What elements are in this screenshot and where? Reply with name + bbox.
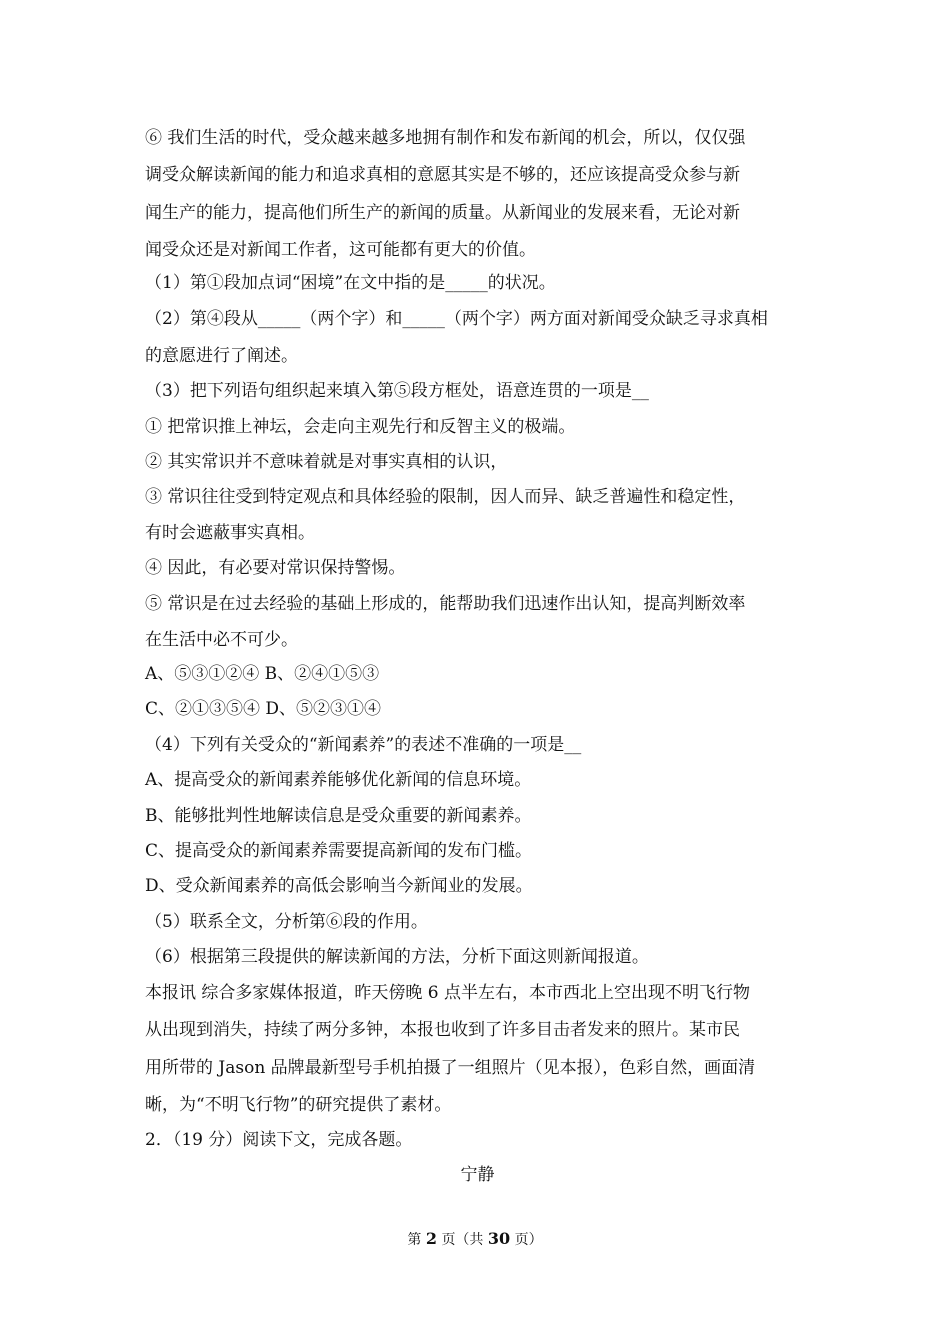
choice-line: C、②①③⑤④ D、⑤②③①④ [145, 699, 382, 719]
question-6: （6）根据第三段提供的解读新闻的方法，分析下面这则新闻报道。 [145, 947, 649, 967]
text-line: 闻受众还是对新闻工作者，这可能都有更大的价值。 [145, 240, 536, 260]
footer-suffix: 页） [514, 1232, 543, 1248]
choice-b: B、能够批判性地解读信息是受众重要的新闻素养。 [145, 806, 532, 826]
sentence-option: ④ 因此，有必要对常识保持警惕。 [145, 558, 406, 578]
footer-mid: 页（共 [441, 1232, 484, 1248]
text-line: 闻生产的能力，提高他们所生产的新闻的质量。从新闻业的发展来看，无论对新 [145, 203, 740, 223]
news-line: 用所带的 Jason 品牌最新型号手机拍摄了一组照片（见本报），色彩自然，画面清 [145, 1058, 756, 1078]
news-line: 从出现到消失，持续了两分多钟，本报也收到了许多目击者发来的照片。某市民 [145, 1020, 740, 1040]
text-line: 在生活中必不可少。 [145, 630, 298, 650]
choice-a: A、提高受众的新闻素养能够优化新闻的信息环境。 [145, 770, 532, 790]
news-line: 本报讯 综合多家媒体报道，昨天傍晚 6 点半左右，本市西北上空出现不明飞行物 [145, 983, 751, 1003]
question-1: （1）第①段加点词“困境”在文中指的是_____的状况。 [145, 273, 556, 293]
choice-d: D、受众新闻素养的高低会影响当今新闻业的发展。 [145, 876, 533, 896]
question-3: （3）把下列语句组织起来填入第⑤段方框处，语意连贯的一项是__ [145, 381, 649, 401]
sentence-option: ⑤ 常识是在过去经验的基础上形成的，能帮助我们迅速作出认知，提高判断效率 [145, 594, 746, 614]
choice-line: A、⑤③①②④ B、②④①⑤③ [145, 664, 380, 684]
page-number: 2 [425, 1229, 437, 1248]
sentence-option: ③ 常识往往受到特定观点和具体经验的限制，因人而异、缺乏普遍性和稳定性， [145, 487, 746, 507]
text-line: 有时会遮蔽事实真相。 [145, 523, 315, 543]
choice-c: C、提高受众的新闻素养需要提高新闻的发布门槛。 [145, 841, 533, 861]
text-line: 的意愿进行了阐述。 [145, 346, 298, 366]
page-footer [0, 1228, 950, 1251]
text-line: ⑥ 我们生活的时代，受众越来越多地拥有制作和发布新闻的机会，所以，仅仅强 [145, 128, 746, 148]
news-line: 晰，为“不明飞行物”的研究提供了素材。 [145, 1095, 452, 1115]
page-total: 30 [487, 1229, 511, 1248]
section-heading: 2．（19 分）阅读下文，完成各题。 [145, 1130, 413, 1150]
passage-title: 宁静 [460, 1165, 495, 1185]
sentence-option: ① 把常识推上神坛，会走向主观先行和反智主义的极端。 [145, 417, 576, 437]
sentence-option: ② 其实常识并不意味着就是对事实真相的认识， [145, 452, 508, 472]
question-2: （2）第④段从_____（两个字）和_____（两个字）两方面对新闻受众缺乏寻求真相 [145, 309, 768, 329]
footer-prefix: 第 [407, 1232, 422, 1248]
text-line: 调受众解读新闻的能力和追求真相的意愿其实是不够的，还应该提高受众参与新 [145, 165, 740, 185]
question-4: （4）下列有关受众的“新闻素养”的表述不准确的一项是__ [145, 735, 582, 755]
question-5: （5）联系全文，分析第⑥段的作用。 [145, 912, 428, 932]
